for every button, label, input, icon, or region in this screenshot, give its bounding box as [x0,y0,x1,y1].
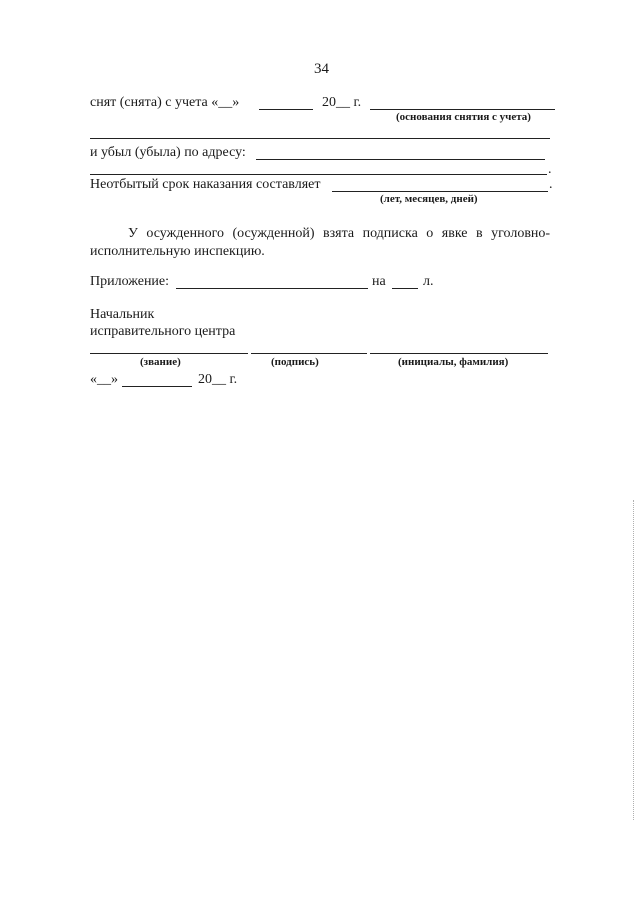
term-line [332,191,548,192]
removal-text: снят (снята) с учета «__» [90,95,240,110]
term-caption: (лет, месяцев, дней) [380,193,478,205]
signature-caption: (подпись) [271,356,319,368]
undertaking-line-1: У осужденного (осужденной) взята подписка о явке в уголовно- [128,226,551,241]
term-label: Неотбытый срок наказания составляет [90,177,321,192]
address-line [256,159,545,160]
removal-basis-continuation-line [90,138,550,139]
date-year: 20__ г. [198,372,238,387]
removal-year: 20__ г. [322,95,362,110]
name-caption: (инициалы, фамилия) [398,356,509,368]
attachment-pages-line [392,288,418,289]
date-day: «__» [90,372,118,387]
term-period: . [549,177,553,192]
attachment-na: на [372,274,386,289]
address-continuation-line [90,174,547,175]
scan-edge-mark [633,500,635,820]
chief-title-line-1: Начальник [90,307,155,322]
chief-title-line-2: исправительного центра [90,324,236,339]
rank-line [90,353,248,354]
attachment-label: Приложение: [90,274,170,289]
undertaking-line-2: исполнительную инспекцию. [90,244,265,259]
signature-line [251,353,367,354]
page-number: 34 [314,61,329,77]
removal-basis-line [370,109,555,110]
rank-caption: (звание) [140,356,181,368]
address-period: . [548,162,552,177]
attachment-sheets: л. [423,274,434,289]
address-label: и убыл (убыла) по адресу: [90,145,246,160]
attachment-line [176,288,368,289]
removal-month-line [259,109,313,110]
name-line [370,353,548,354]
removal-basis-caption: (основания снятия с учета) [396,111,531,123]
date-month-line [122,386,192,387]
